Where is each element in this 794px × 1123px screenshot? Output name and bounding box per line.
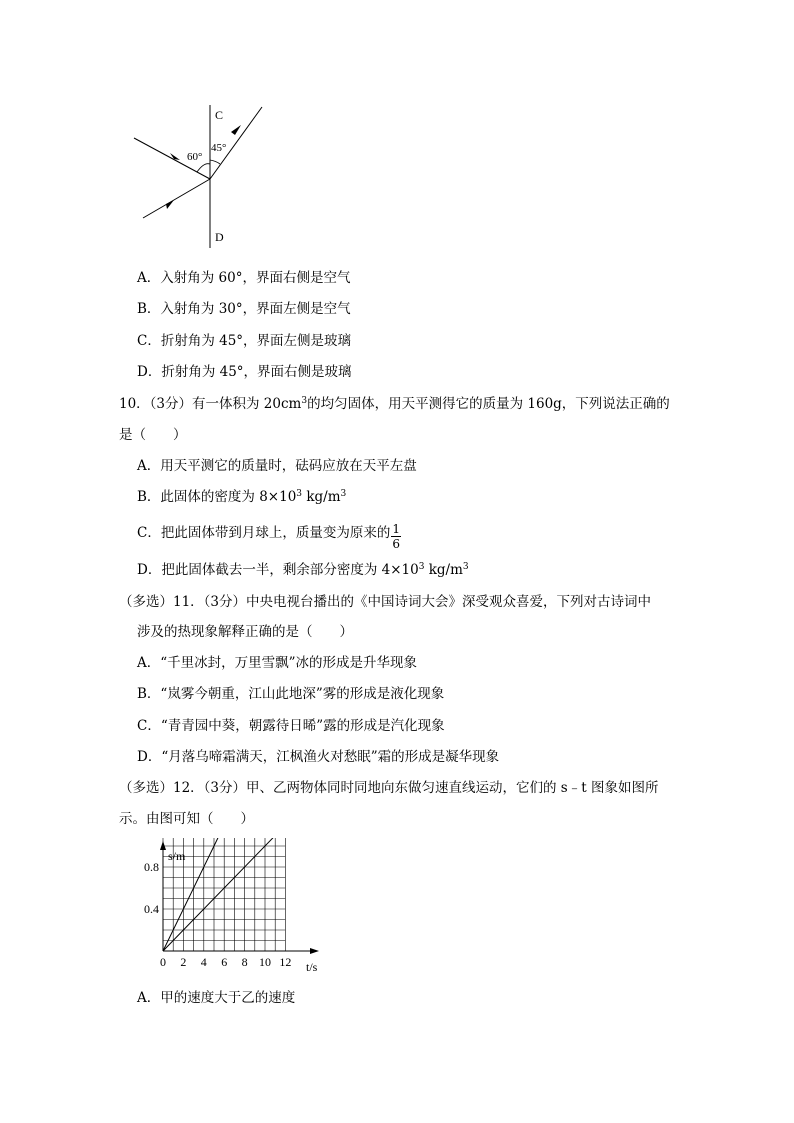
ray-upper-left-arrow: [170, 153, 180, 160]
x-tick-label: 4: [200, 955, 207, 969]
x-tick-label: 2: [180, 955, 187, 969]
x-tick-label: 10: [259, 955, 271, 969]
q12-option-a: A．甲的速度大于乙的速度: [137, 990, 296, 1006]
label-angle-45: 45°: [211, 142, 227, 154]
q12-stem-line2: 示。由图可知（ ）: [119, 811, 254, 827]
q10-stem-post: 的均匀固体，用天平测得它的质量为 160g，下列说法正确的: [307, 396, 670, 412]
x-tick-label: 8: [241, 955, 248, 969]
q10-stem-sup: 3: [301, 396, 308, 406]
q11-option-b: B．“岚雾今朝重，江山此地深”雾的形成是液化现象: [137, 686, 445, 702]
ray-lower-left-arrow: [166, 200, 174, 209]
x-tick-label: 12: [279, 955, 292, 969]
q10-option-b-sup1: 3: [296, 489, 303, 499]
q11-option-d: D．“月落乌啼霜满天，江枫渔火对愁眠”霜的形成是凝华现象: [137, 749, 500, 765]
q9-option-d: D．折射角为 45°，界面右侧是玻璃: [137, 364, 352, 380]
st-chart-svg: [126, 838, 336, 978]
q11-stem-line2: 涉及的热现象解释正确的是（ ）: [137, 624, 353, 640]
q10-fraction-den: 6: [392, 537, 400, 551]
y-axis-arrow: [160, 841, 166, 850]
q10-option-c: [137, 522, 401, 551]
st-chart: [126, 838, 336, 978]
ray-upper-right-arrow: [231, 125, 241, 135]
q10-option-d: [137, 561, 469, 579]
q11-stem-line1: （多选）11．（3分）中央电视台播出的《中国诗词大会》深受观众喜爱，下列对古诗词中: [119, 594, 652, 610]
label-d: D: [215, 230, 224, 244]
q10-option-d-sup1: 3: [418, 562, 425, 572]
q11-option-c: C．“青青园中葵，朝露待日晞”露的形成是汽化现象: [137, 718, 445, 734]
q10-stem-line2: 是（ ）: [119, 427, 187, 443]
ray-lower-left: [143, 179, 210, 218]
x-tick-label: 0: [160, 955, 166, 969]
y-tick-label: 0.4: [144, 902, 159, 916]
q10-stem-pre: 10．（3分）有一体积为 20cm: [119, 396, 302, 412]
q10-fraction: [391, 522, 401, 551]
q10-option-b-pre: B．此固体的密度为 8×10: [137, 489, 297, 505]
q10-fraction-num: 1: [392, 522, 400, 536]
q10-option-b-unit: kg/m: [302, 489, 341, 505]
q12-stem-line1: （多选）12．（3分）甲、乙两物体同时同地向东做匀速直线运动，它们的 s﹣t 图象如图所: [119, 780, 659, 796]
q9-option-a: A．入射角为 60°，界面右侧是空气: [137, 270, 351, 286]
refraction-figure: [130, 100, 280, 250]
angle-arc-left: [197, 164, 210, 172]
x-axis-label: t/s: [306, 960, 318, 974]
q10-option-d-pre: D．把此固体截去一半，剩余部分密度为 4×10: [137, 562, 419, 578]
x-tick-label: 6: [221, 955, 228, 969]
q10-option-a: A．用天平测它的质量时，砝码应放在天平左盘: [137, 458, 417, 474]
q10-option-d-unit: kg/m: [424, 562, 463, 578]
q10-option-b-sup2: 3: [340, 489, 347, 499]
q11-option-a: A．“千里冰封，万里雪飘”冰的形成是升华现象: [137, 655, 418, 671]
q9-option-c: C．折射角为 45°，界面左侧是玻璃: [137, 333, 352, 349]
y-axis-label: s/m: [168, 849, 186, 863]
refraction-diagram-svg: [130, 100, 280, 250]
q10-option-c-pre: C．把此固体带到月球上，质量变为原来的: [137, 525, 391, 541]
label-angle-60: 60°: [187, 151, 203, 163]
q10-stem-line1: [119, 395, 670, 413]
q10-option-b: [137, 488, 346, 506]
label-c: C: [215, 108, 224, 122]
y-tick-label: 0.8: [144, 860, 159, 874]
q10-option-d-sup2: 3: [462, 562, 469, 572]
angle-arc-right: [210, 160, 220, 164]
q9-option-b: B．入射角为 30°，界面左侧是空气: [137, 301, 351, 317]
x-axis-arrow: [310, 948, 319, 954]
